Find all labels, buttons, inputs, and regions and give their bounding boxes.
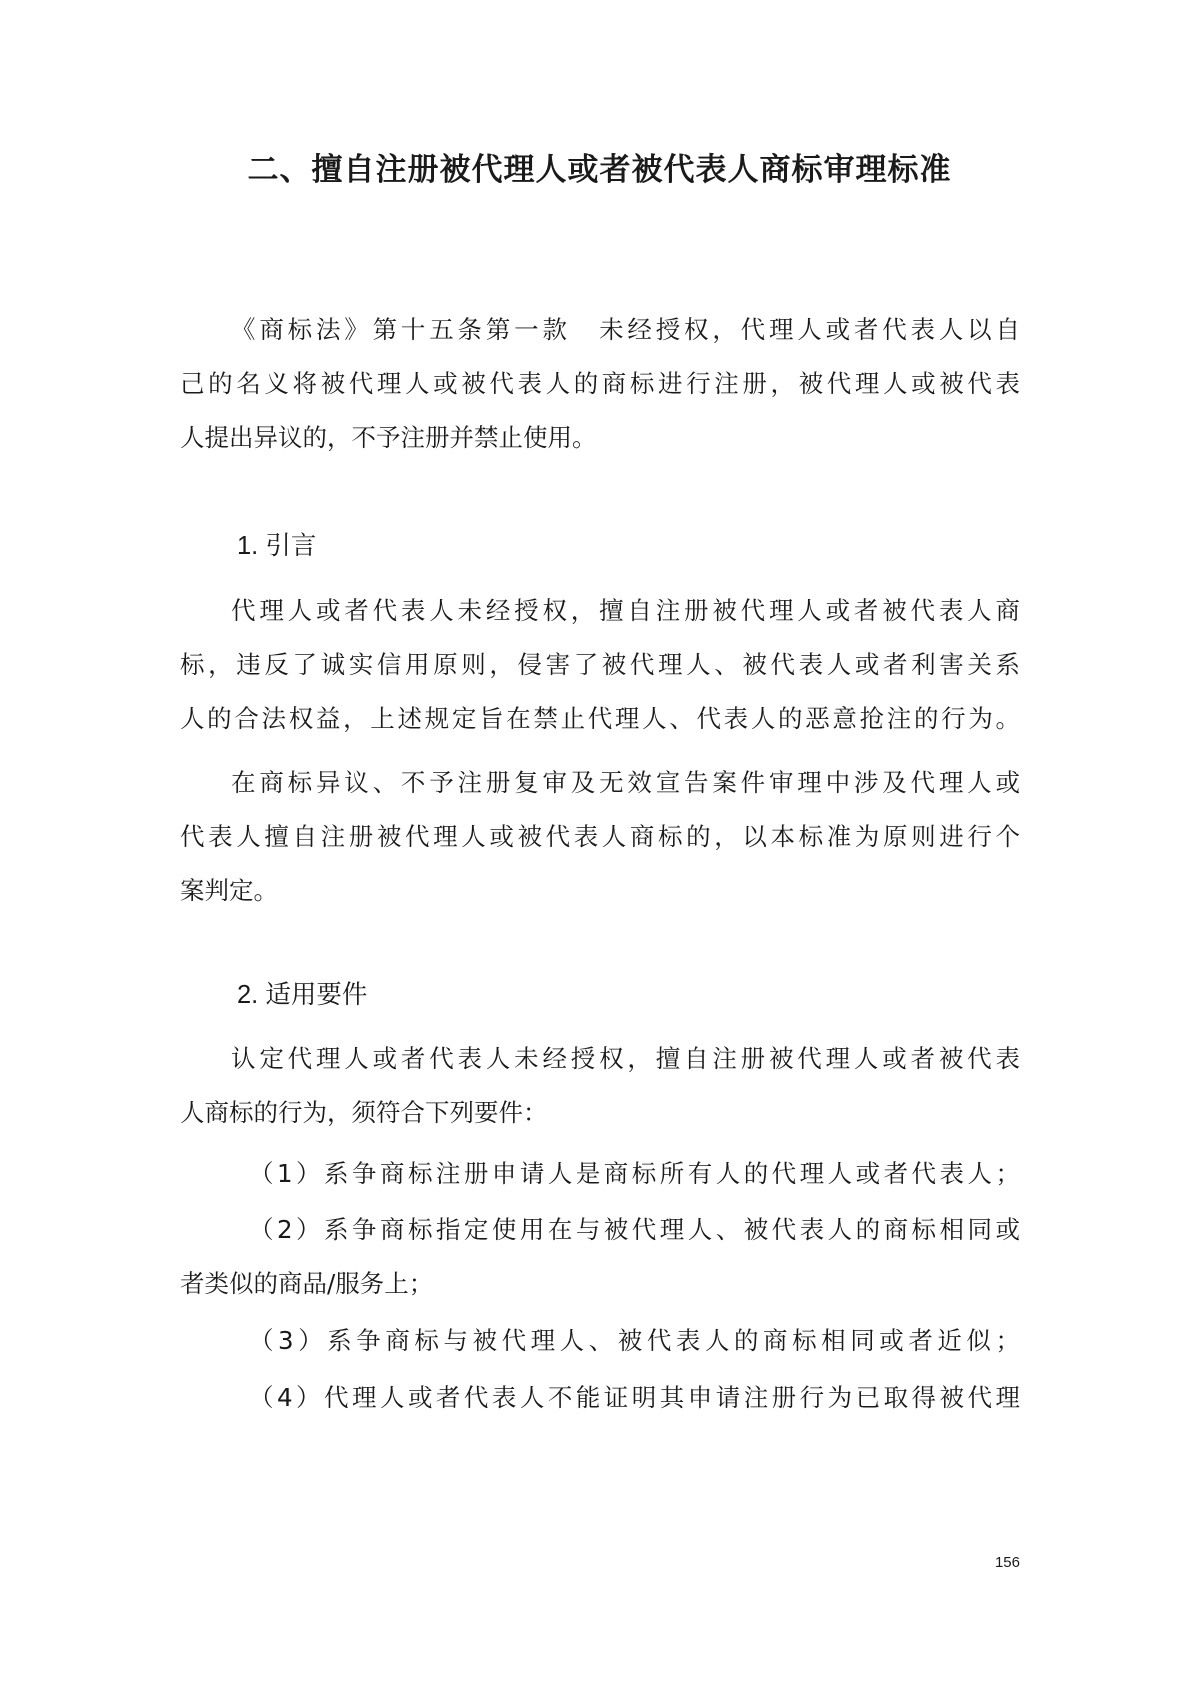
law-text-line: 己的名义将被代理人或被代表人的商标进行注册，被代理人或被代表 [180, 369, 1020, 398]
requirement-item: （4）代理人或者代表人不能证明其申请注册行为已取得被代理 [249, 1383, 1020, 1412]
paragraph-line: 代表人擅自注册被代理人或被代表人商标的，以本标准为原则进行个 [180, 822, 1020, 851]
law-text-line: 《商标法》第十五条第一款 未经授权，代理人或者代表人以自 [231, 315, 1020, 344]
paragraph-line: 人的合法权益，上述规定旨在禁止代理人、代表人的恶意抢注的行为。 [180, 704, 1020, 733]
paragraph-line: 在商标异议、不予注册复审及无效宣告案件审理中涉及代理人或 [231, 768, 1020, 797]
paragraph-line: 代理人或者代表人未经授权，擅自注册被代理人或者被代表人商 [231, 596, 1020, 625]
law-text-line: 人提出异议的，不予注册并禁止使用。 [180, 423, 597, 452]
paragraph-line: 案判定。 [180, 876, 278, 905]
page-title: 二、擅自注册被代理人或者被代表人商标审理标准 [247, 152, 952, 188]
paragraph-line: 标，违反了诚实信用原则，侵害了被代理人、被代表人或者利害关系 [180, 650, 1020, 679]
section-heading-introduction: 1. 引言 [237, 532, 317, 560]
section-heading-requirements: 2. 适用要件 [237, 981, 368, 1009]
requirement-item: （1）系争商标注册申请人是商标所有人的代理人或者代表人； [249, 1159, 1020, 1188]
page-number: 156 [994, 1554, 1020, 1571]
requirement-item-continued: 者类似的商品/服务上； [180, 1269, 434, 1298]
requirement-item: （3）系争商标与被代理人、被代表人的商标相同或者近似； [249, 1326, 1020, 1355]
requirement-item: （2）系争商标指定使用在与被代理人、被代表人的商标相同或 [249, 1215, 1020, 1244]
paragraph-line: 人商标的行为，须符合下列要件： [180, 1098, 548, 1127]
paragraph-line: 认定代理人或者代表人未经授权，擅自注册被代理人或者被代表 [231, 1044, 1020, 1073]
